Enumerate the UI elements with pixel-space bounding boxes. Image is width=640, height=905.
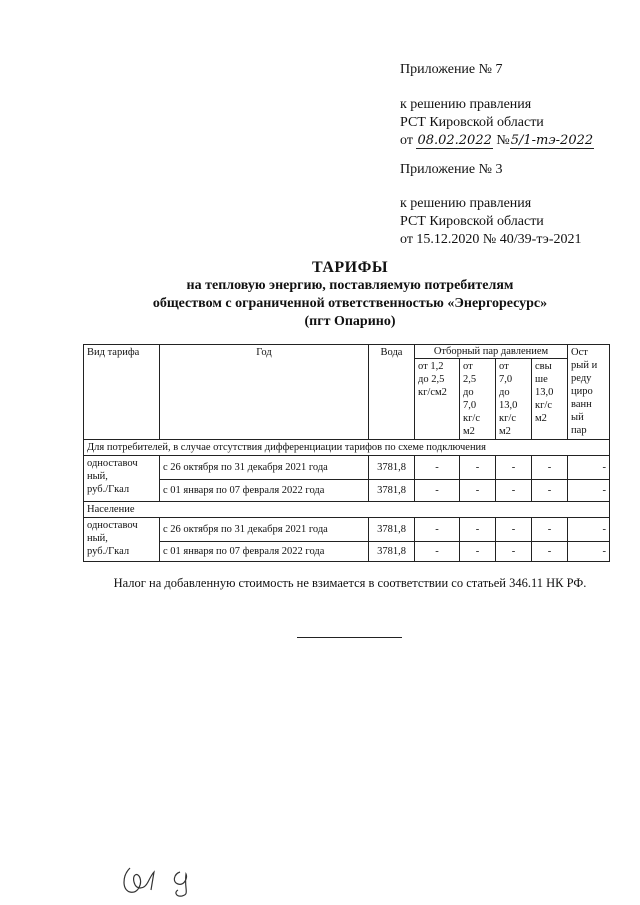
header-pressure-2: от 2,5 до 7,0 кг/с м2 bbox=[460, 359, 496, 440]
title-main: ТАРИФЫ bbox=[311, 259, 389, 276]
row-value: - bbox=[415, 542, 460, 562]
decision-line-2: РСТ Кировской области bbox=[400, 115, 544, 130]
vat-note: Налог на добавленную стоимость не взимается в соответствии со статьей 346.11 НК РФ. bbox=[113, 576, 587, 590]
header-pressure-1: от 1,2 до 2,5 кг/см2 bbox=[415, 359, 460, 440]
row-value: - bbox=[415, 456, 460, 480]
title-line-1: на тепловую энергию, поставляемую потребителям bbox=[186, 278, 514, 293]
header-row bbox=[84, 345, 610, 359]
row-value: - bbox=[460, 480, 496, 502]
signature-stroke-2 bbox=[174, 872, 186, 896]
row-value: - bbox=[460, 518, 496, 542]
separator-line bbox=[297, 637, 402, 638]
table-row bbox=[84, 456, 610, 480]
row-value: - bbox=[532, 480, 568, 502]
row-type-label: одноставоч ный, руб./Гкал bbox=[84, 456, 160, 502]
row-water: 3781,8 bbox=[369, 518, 415, 542]
row-value: - bbox=[496, 542, 532, 562]
row-value: - bbox=[532, 542, 568, 562]
number-prefix: № bbox=[496, 133, 510, 148]
signature-mark bbox=[118, 860, 228, 900]
row-period: с 01 января по 07 февраля 2022 года bbox=[160, 480, 369, 502]
title-line-3: (пгт Опарино) bbox=[304, 314, 396, 329]
row-period: с 26 октября по 31 декабря 2021 года bbox=[160, 456, 369, 480]
row-value: - bbox=[496, 456, 532, 480]
appendix-7: Приложение № 7 bbox=[400, 62, 503, 77]
row-water: 3781,8 bbox=[369, 542, 415, 562]
header-water: Вода bbox=[369, 345, 415, 440]
header-pressure-3: от 7,0 до 13,0 кг/с м2 bbox=[496, 359, 532, 440]
decision2-line-1: к решению правления bbox=[400, 196, 532, 211]
row-value: - bbox=[415, 480, 460, 502]
row-value: - bbox=[532, 456, 568, 480]
row-value: - bbox=[568, 480, 610, 502]
header-sharp-steam: Ост рый и реду циро ванн ый пар bbox=[568, 345, 610, 440]
table-row bbox=[84, 542, 610, 562]
table-row bbox=[84, 480, 610, 502]
decision-date-line bbox=[400, 131, 594, 150]
row-value: - bbox=[496, 480, 532, 502]
row-period: с 01 января по 07 февраля 2022 года bbox=[160, 542, 369, 562]
row-value: - bbox=[415, 518, 460, 542]
appendix-3: Приложение № 3 bbox=[400, 162, 503, 177]
title-line-2: обществом с ограниченной ответственностью «Энергоресурс» bbox=[152, 296, 548, 311]
document-title bbox=[0, 259, 640, 331]
row-value: - bbox=[460, 456, 496, 480]
from-prefix: от bbox=[400, 133, 413, 148]
header-pressure-4: свы ше 13,0 кг/с м2 bbox=[532, 359, 568, 440]
row-type-label: одноставоч ный, руб./Гкал bbox=[84, 518, 160, 562]
row-value: - bbox=[532, 518, 568, 542]
handwritten-date: 08.02.2022 bbox=[417, 133, 492, 148]
decision2-line-3: от 15.12.2020 № 40/39-тэ-2021 bbox=[400, 232, 582, 247]
decision-line-1: к решению правления bbox=[400, 97, 532, 112]
header-year: Год bbox=[160, 345, 369, 440]
header-type: Вид тарифа bbox=[84, 345, 160, 440]
row-value: - bbox=[568, 542, 610, 562]
signature-stroke-1 bbox=[124, 868, 154, 892]
table-row bbox=[84, 518, 610, 542]
row-value: - bbox=[460, 542, 496, 562]
row-value: - bbox=[568, 456, 610, 480]
tariff-table bbox=[83, 344, 610, 562]
row-water: 3781,8 bbox=[369, 456, 415, 480]
header-steam: Отборный пар давлением bbox=[415, 345, 568, 359]
decision2-line-2: РСТ Кировской области bbox=[400, 214, 544, 229]
row-period: с 26 октября по 31 декабря 2021 года bbox=[160, 518, 369, 542]
row-water: 3781,8 bbox=[369, 480, 415, 502]
row-value: - bbox=[496, 518, 532, 542]
section-title: Для потребителей, в случае отсутствия дифференциации тарифов по схеме подключения bbox=[84, 440, 610, 456]
row-value: - bbox=[568, 518, 610, 542]
section-title-row bbox=[84, 502, 610, 518]
handwritten-number: 5/1-тэ-2022 bbox=[510, 133, 594, 148]
section-title-row bbox=[84, 440, 610, 456]
section-title: Население bbox=[84, 502, 610, 518]
